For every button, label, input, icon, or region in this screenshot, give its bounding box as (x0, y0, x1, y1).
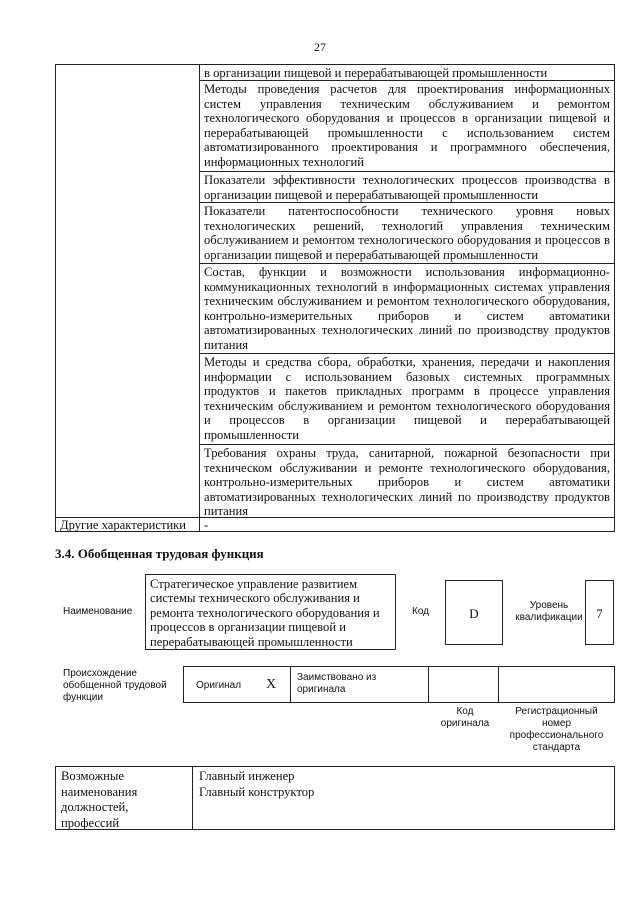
positions-list (199, 769, 314, 800)
table-row: Показатели патентоспособности технического уровня новых технологических решений, технологий управления техническим обслуживанием и ремонтом технологического оборудования и процессов в организации пищевой и перерабатывающей промышленности (200, 203, 614, 264)
original-label: Оригинал (196, 680, 242, 691)
table-row: Показатели эффективности технологических процессов производства в организации пищевой и перерабатывающей промышленности (200, 172, 614, 203)
origin-code-caption: Код оригинала (440, 706, 490, 729)
origin-label: Происхождение обобщенной трудовой функции (63, 668, 167, 703)
qualification-level-label: Уровень квалификации (515, 600, 583, 623)
table-row: в организации пищевой и перерабатывающей промышленности (200, 65, 614, 81)
original-mark: X (266, 677, 277, 692)
origin-divider (290, 667, 291, 702)
qualification-level-box: 7 (585, 580, 614, 645)
page-number: 27 (314, 40, 326, 54)
positions-divider (192, 767, 193, 829)
list-item: Главный конструктор (199, 784, 315, 799)
knowledge-table (55, 64, 615, 532)
other-characteristics-label: Другие характеристики (60, 518, 187, 532)
table-row: Требования охраны труда, санитарной, пожарной безопасности при техническом обслуживании и ремонте технологического оборудования, контрольно-измерительных приборов и систем автоматики автоматизированных технологических линий по производству продуктов питания (204, 446, 610, 519)
table-row: Методы и средства сбора, обработки, хранения, передачи и накопления информации с использованием базовых системных программных продуктов и пакетов прикладных программ в процессе управления техническим обслуживанием и ремонтом технологического оборудования и процессов в организации пищевой и перерабатывающей промышленности (200, 354, 614, 445)
name-label: Наименование (63, 606, 133, 617)
table-row: Методы проведения расчетов для проектирования информационных систем управления техническим обслуживанием и ремонтом технологического оборудования и процессов в организации пищевой и перерабатывающей промышленности с использованием систем автоматизированного проектирования и программного обеспечения, информационных технологий (200, 81, 614, 172)
list-item: Главный инженер (199, 769, 295, 783)
positions-label: Возможные наименования должностей, профессий (61, 769, 138, 830)
origin-divider (498, 667, 499, 702)
registration-number-caption: Регистрационный номер профессионального стандарта (509, 706, 604, 753)
table-row: Состав, функции и возможности использования информационно-коммуникационных технологий в информационных системах управления техническим обслуживанием и ремонтом технологического оборудования, контрольно-измерительных приборов и систем автоматики автоматизированных технологических линий по производству продуктов питания (200, 264, 614, 354)
knowledge-rows (200, 65, 614, 517)
function-name-box: Стратегическое управление развитием системы технического обслуживания и ремонта технологического оборудования и процессов в организации пищевой и перерабатывающей промышленности (145, 574, 396, 650)
positions-table (55, 766, 615, 830)
code-value-box: D (445, 580, 503, 645)
section-title: 3.4. Обобщенная трудовая функция (55, 546, 264, 561)
other-characteristics-value: - (204, 518, 209, 532)
origin-divider (428, 667, 429, 702)
origin-row (183, 666, 615, 703)
borrowed-label: Заимствовано из оригинала (297, 672, 377, 695)
code-label: Код (412, 606, 430, 617)
